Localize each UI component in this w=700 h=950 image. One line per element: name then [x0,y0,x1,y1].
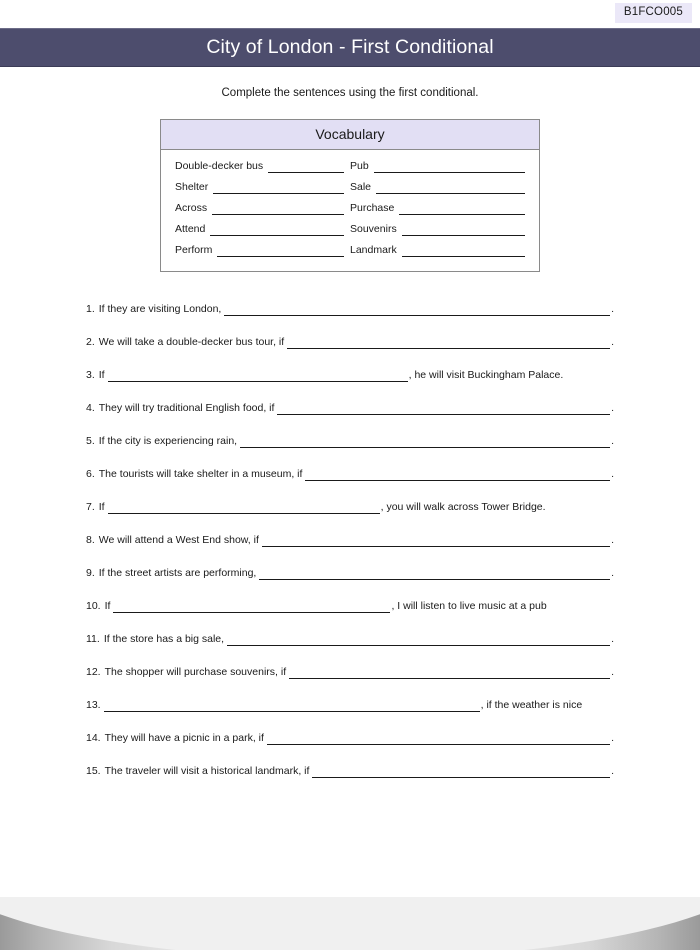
exercise-answer-blank[interactable] [259,567,610,580]
exercise-text-before: If they are visiting London, [98,303,222,315]
exercise-number: 15. [86,765,101,777]
exercise-item [86,366,614,382]
exercise-number: 9. [86,567,95,579]
vocabulary-body [161,150,539,271]
exercise-number: 6. [86,468,95,480]
exercise-text-before: If [104,600,111,612]
vocabulary-entry [175,160,350,173]
vocabulary-title: Vocabulary [161,120,539,150]
exercise-text-after: . [611,534,614,546]
vocabulary-answer-blank[interactable] [217,245,344,257]
exercise-item [86,465,614,481]
exercise-answer-blank[interactable] [287,336,610,349]
title-bar [0,28,700,67]
exercise-item [86,498,614,514]
vocabulary-entry [175,244,350,257]
vocabulary-row [175,181,525,194]
vocabulary-row [175,223,525,236]
badge-row [0,0,700,28]
exercise-number: 4. [86,402,95,414]
vocabulary-word: Purchase [350,202,395,214]
vocabulary-answer-blank[interactable] [399,203,525,215]
exercise-text-after: , I will listen to live music at a pub [391,600,547,612]
vocabulary-entry [175,202,350,215]
instruction-text: Complete the sentences using the first conditional. [221,87,479,99]
exercise-item [86,399,614,415]
vocabulary-entry [350,181,525,194]
exercise-text-before: They will have a picnic in a park, if [104,732,264,744]
exercise-text-before: We will take a double-decker bus tour, if [98,336,285,348]
exercise-answer-blank[interactable] [104,699,480,712]
exercise-item [86,333,614,349]
vocabulary-entry [350,160,525,173]
exercise-text-after: , you will walk across Tower Bridge. [380,501,546,513]
exercise-number: 5. [86,435,95,447]
exercise-answer-blank[interactable] [108,369,408,382]
exercise-number: 14. [86,732,101,744]
exercise-text-after: , if the weather is nice [480,699,583,711]
exercise-text-before: If the city is experiencing rain, [98,435,238,447]
exercise-answer-blank[interactable] [227,633,610,646]
worksheet-code-badge: B1FCO005 [615,3,692,23]
exercise-text-before: The shopper will purchase souvenirs, if [104,666,287,678]
vocabulary-row [175,160,525,173]
exercise-answer-blank[interactable] [108,501,380,514]
vocabulary-answer-blank[interactable] [213,182,344,194]
exercise-text-before: If the street artists are performing, [98,567,257,579]
exercise-answer-blank[interactable] [240,435,610,448]
vocabulary-word: Landmark [350,244,397,256]
exercise-number: 11. [86,633,100,645]
exercise-list [86,300,614,778]
exercise-item [86,762,614,778]
exercise-number: 8. [86,534,95,546]
vocabulary-word: Attend [175,223,206,235]
exercise-item [86,300,614,316]
exercise-text-before: If the store has a big sale, [103,633,225,645]
exercise-answer-blank[interactable] [289,666,610,679]
exercise-number: 10. [86,600,101,612]
exercise-item [86,729,614,745]
vocabulary-answer-blank[interactable] [402,224,525,236]
exercise-text-after: . [611,402,614,414]
vocabulary-entry [175,223,350,236]
exercise-number: 1. [86,303,95,315]
exercise-answer-blank[interactable] [262,534,610,547]
exercise-text-before: We will attend a West End show, if [98,534,259,546]
exercise-text-after: . [611,567,614,579]
page-bottom-shadow [0,897,700,950]
vocabulary-word: Double-decker bus [175,160,264,172]
vocabulary-word: Souvenirs [350,223,397,235]
vocabulary-word: Sale [350,181,372,193]
exercise-text-after: . [611,666,614,678]
exercise-text-after: . [611,468,614,480]
exercise-answer-blank[interactable] [305,468,610,481]
vocabulary-entry [350,223,525,236]
vocabulary-answer-blank[interactable] [210,224,344,236]
exercise-answer-blank[interactable] [224,303,610,316]
exercise-text-after: . [611,303,614,315]
vocabulary-entry [350,202,525,215]
exercise-number: 2. [86,336,95,348]
exercise-text-after: . [611,765,614,777]
exercise-answer-blank[interactable] [267,732,610,745]
vocabulary-box [160,119,540,272]
vocabulary-word: Pub [350,160,369,172]
exercise-item [86,531,614,547]
exercise-item [86,432,614,448]
exercise-text-before: If [98,369,105,381]
vocabulary-word: Perform [175,244,213,256]
exercise-number: 3. [86,369,95,381]
vocabulary-word: Shelter [175,181,209,193]
exercise-number: 12. [86,666,101,678]
exercise-text-after: . [611,633,614,645]
page-title: City of London - First Conditional [206,36,494,58]
exercise-text-before: The tourists will take shelter in a museum, if [98,468,303,480]
exercise-item [86,696,614,712]
vocabulary-entry [175,181,350,194]
vocabulary-answer-blank[interactable] [268,161,344,173]
exercise-item [86,630,614,646]
exercise-answer-blank[interactable] [113,600,390,613]
exercise-number: 13. [86,699,101,711]
vocabulary-entry [350,244,525,257]
vocabulary-answer-blank[interactable] [376,182,525,194]
exercise-text-after: . [611,732,614,744]
exercise-text-after: . [611,435,614,447]
exercise-item [86,597,614,613]
vocabulary-answer-blank[interactable] [402,245,525,257]
vocabulary-word: Across [175,202,208,214]
exercise-item [86,564,614,580]
exercise-text-before: The traveler will visit a historical landmark, if [104,765,310,777]
exercise-text-after: . [611,336,614,348]
exercise-item [86,663,614,679]
vocabulary-answer-blank[interactable] [374,161,525,173]
exercise-answer-blank[interactable] [312,765,610,778]
exercise-number: 7. [86,501,95,513]
exercise-text-after: , he will visit Buckingham Palace. [408,369,564,381]
vocabulary-row [175,244,525,257]
vocabulary-answer-blank[interactable] [212,203,344,215]
vocabulary-row [175,202,525,215]
exercise-text-before: They will try traditional English food, if [98,402,275,414]
exercise-answer-blank[interactable] [277,402,610,415]
exercise-text-before: If [98,501,105,513]
